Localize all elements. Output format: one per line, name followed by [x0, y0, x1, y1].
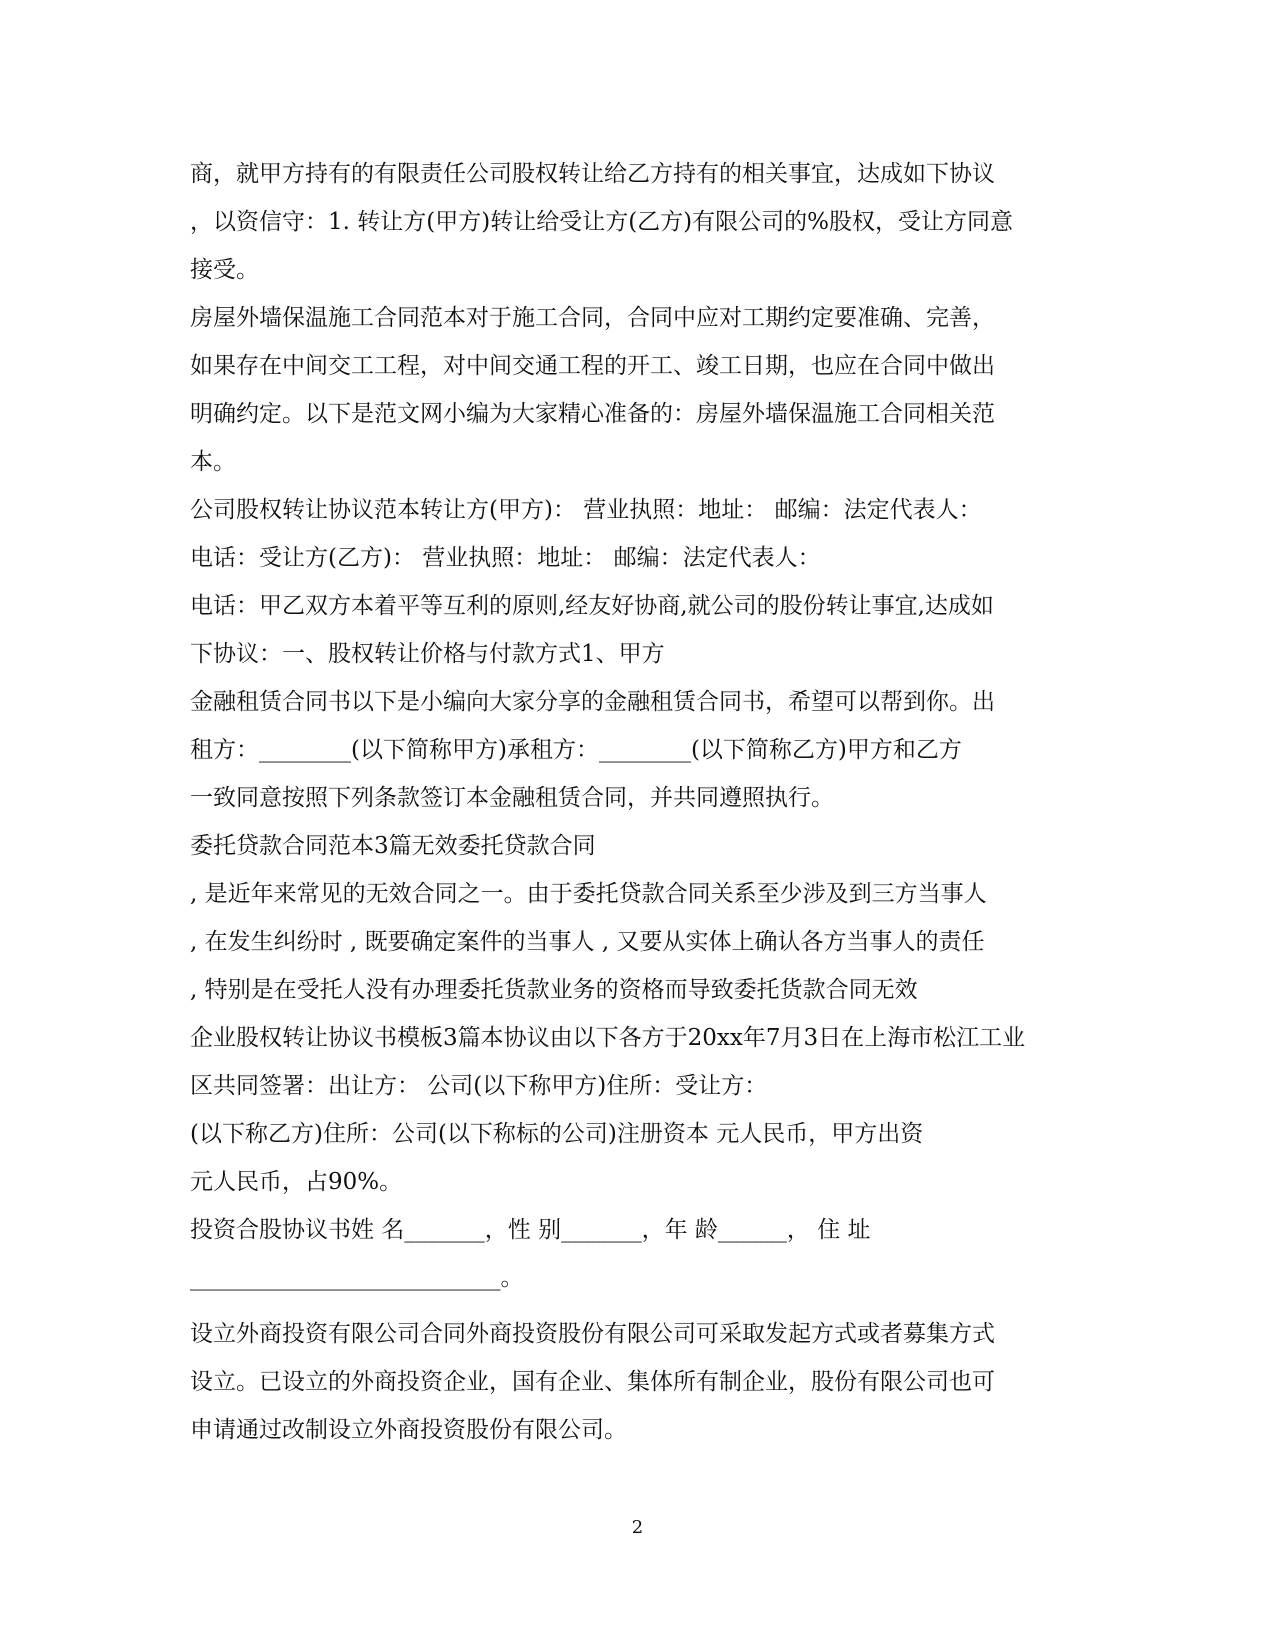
text-line: 公司股权转让协议范本转让方(甲方)： 营业执照：地址： 邮编：法定代表人：	[190, 497, 982, 523]
text-line: 电话：受让方(乙方)： 营业执照：地址： 邮编：法定代表人：	[190, 545, 821, 571]
text-line: 下协议：一、股权转让价格与付款方式1、甲方	[190, 641, 665, 667]
text-line: 明确约定。以下是范文网小编为大家精心准备的：房屋外墙保温施工合同相关范	[190, 401, 995, 427]
text-line: 商，就甲方持有的有限责任公司股权转让给乙方持有的相关事宜，达成如下协议	[190, 161, 995, 187]
text-line: 设立外商投资有限公司合同外商投资股份有限公司可采取发起方式或者募集方式	[190, 1321, 995, 1347]
text-line: 区共同签署：出让方： 公司(以下称甲方)住所：受让方：	[190, 1073, 768, 1099]
text-line: 房屋外墙保温施工合同范本对于施工合同，合同中应对工期约定要准确、完善，	[190, 305, 995, 331]
text-line: , 在发生纠纷时 , 既要确定案件的当事人 , 又要从实体上确认各方当事人的责任	[190, 929, 985, 955]
text-line: 企业股权转让协议书模板3篇本协议由以下各方于20xx年7月3日在上海市松江工业	[190, 1025, 1026, 1051]
text-line: 投资合股协议书姓 名_______，性 别_______，年 龄______， 住 址	[190, 1217, 871, 1243]
text-line: 申请通过改制设立外商投资股份有限公司。	[190, 1417, 627, 1443]
text-line: 租方：________(以下简称甲方)承租方：________(以下简称乙方)甲方和乙方	[190, 737, 962, 763]
text-line: 接受。	[190, 257, 259, 283]
text-line: (以下称乙方)住所：公司(以下称标的公司)注册资本 元人民币，甲方出资	[190, 1121, 924, 1147]
document-body	[190, 162, 1090, 1466]
text-line: 金融租赁合同书以下是小编向大家分享的金融租赁合同书，希望可以帮到你。出	[190, 689, 995, 715]
text-line: 本。	[190, 449, 236, 475]
text-line: 设立。已设立的外商投资企业，国有企业、集体所有制企业，股份有限公司也可	[190, 1369, 995, 1395]
page-number: 2	[631, 1517, 644, 1538]
signature-blank-line: ___________________________。	[190, 1265, 524, 1291]
text-line: 一致同意按照下列条款签订本金融租赁合同，并共同遵照执行。	[190, 785, 834, 811]
text-line: , 特别是在受托人没有办理委托货款业务的资格而导致委托货款合同无效	[190, 977, 918, 1003]
text-line: , 是近年来常见的无效合同之一。由于委托贷款合同关系至少涉及到三方当事人	[190, 881, 987, 907]
text-line: 委托贷款合同范本3篇无效委托贷款合同	[190, 833, 596, 859]
text-line: 电话：甲乙双方本着平等互利的原则,经友好协商,就公司的股份转让事宜,达成如	[190, 593, 994, 619]
text-line: 如果存在中间交工工程，对中间交通工程的开工、竣工日期，也应在合同中做出	[190, 353, 995, 379]
text-line: ，以资信守：1. 转让方(甲方)转让给受让方(乙方)有限公司的%股权，受让方同意	[190, 209, 1014, 235]
text-line: 元人民币，占90%。	[190, 1169, 403, 1195]
